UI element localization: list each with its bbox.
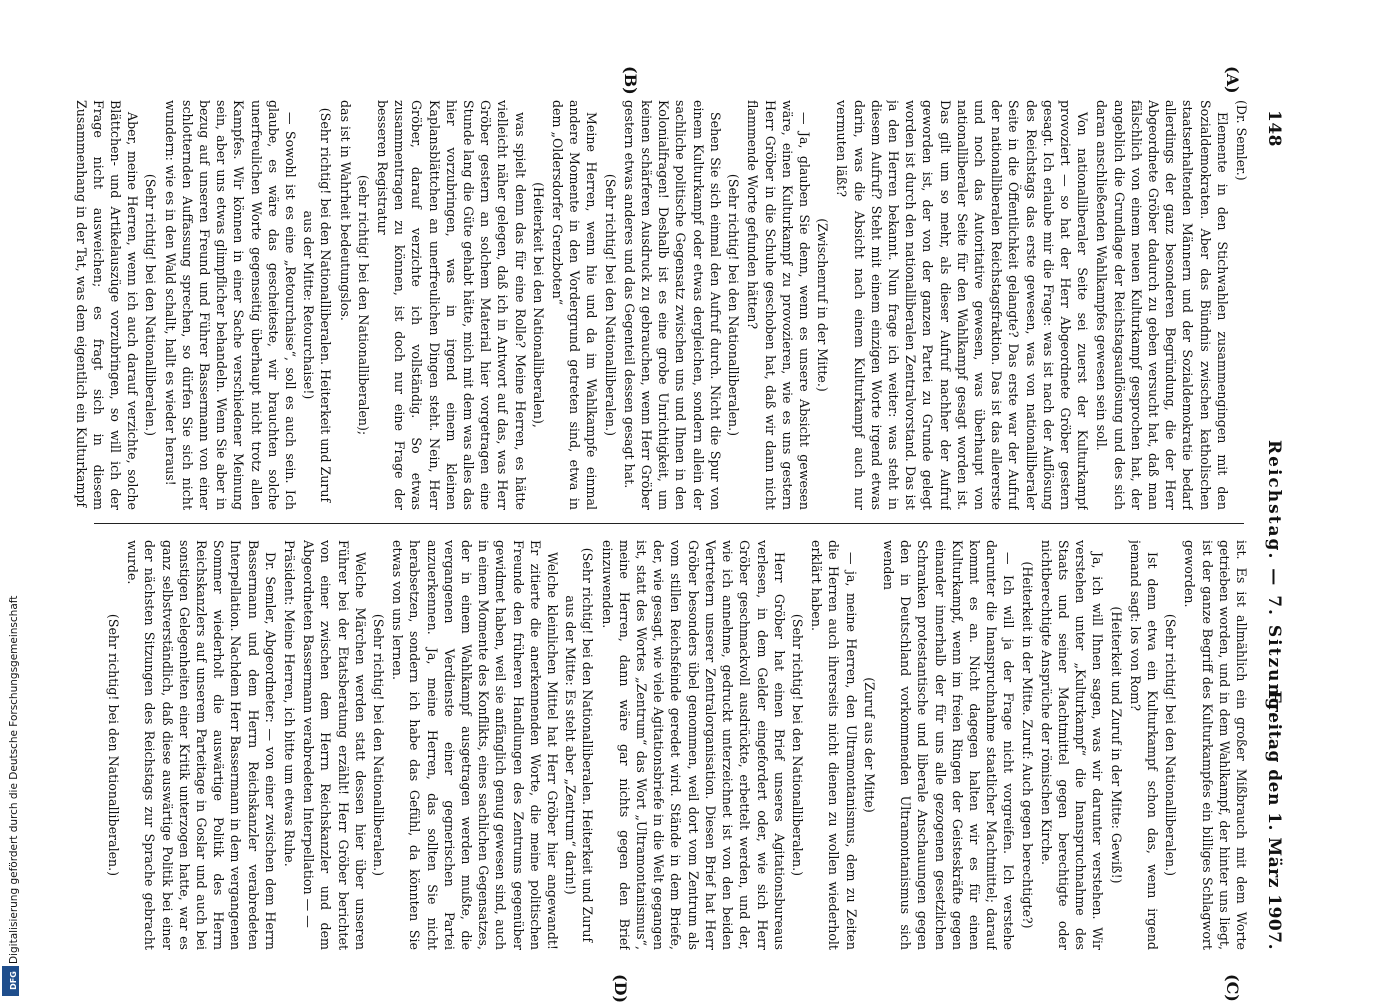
page-header	[1258, 110, 1284, 950]
page-number: 148	[1264, 110, 1284, 147]
interjection-note: (Sehr richtig! bei den Nationalliberalen.)	[602, 173, 618, 437]
interjection-note: (Sehr richtig! bei den Nationalliberalen.)	[1163, 613, 1179, 877]
interjection-note: (Sehr richtig! bei den Nationalliberalen.)	[371, 613, 387, 877]
rotated-page	[0, 60, 1290, 1003]
left-column	[20, 100, 1250, 510]
dfg-logo-text: DFG	[8, 971, 18, 990]
page-date: Freitag den 1. März 1907.	[1264, 690, 1284, 950]
interjection-note: (sehr richtig! bei den Nationalliberalen);	[355, 174, 371, 436]
interjection-note: (Zuruf aus der Mitte)	[861, 677, 877, 813]
margin-marker-a: (A)	[1223, 66, 1242, 94]
interjection-note: (Sehr richtig! bei den Nationalliberalen. Heiterkeit und Zuruf aus der Mitte: Retourchaise!)	[301, 107, 334, 503]
page-title: Reichstag. — 7. Sitzung.	[1264, 440, 1284, 720]
paragraph: — Ja, glauben Sie denn, wenn es unsere Absicht gewesen wäre, einen Kulturkampf zu provozieren, wie es uns gestern Herr Gröber in die Schuhe geschoben hat, daß wir dann nicht flammende Worte gefunden hätten?	[745, 100, 812, 510]
paragraph: Dr. Semler, Abgeordneter: — von einer zwischen dem Herrn Bassermann und dem Herrn Reichskanzler verabredeten Interpellation. Nachdem Herr Bassermann in dem vergangenen Sommer wiederholt die auswärtige Politik des Herrn Reichskanzlers auf unserem Parteitage in Goslar und auch bei sonstigen Gelegenheiten einer Kritik unterzogen hatte, war es ganz selbstverständlich, daß diese auswärtige Politik bei einer der nächsten Sitzungen des Reichstags zur Sprache gebracht wurde.	[125, 540, 278, 950]
margin-marker-c: (C)	[1223, 974, 1242, 1002]
paragraph: Von nationalliberaler Seite sei zuerst der Kulturkampf provoziert — so hat der Herr Abgeordnete Gröber gestern gesagt. Ich erlaube mir die Frage: was ist nach der Auflösung des Reichstags das erste gewesen, was von nationalliberaler Seite in die Öffentlichkeit gelangte? Das erste war der Aufruf der nationalliberalen Reichstagsfraktion. Das ist das allererste und noch das Autoritative gewesen, was überhaupt von nationalliberaler Seite für den Wahlkampf gesagt worden ist. Das gilt um so mehr, als dieser Aufruf nachher der Aufruf geworden ist, der von der ganzen Partei zu Grunde gelegt worden ist durch den nationalliberalen Zentralvorstand. Das ist ja den Herren bekannt. Nun frage ich weiter: was steht in diesem Aufruf? Steht mit einem einzigen Worte irgend etwas darin, was die Absicht nach einem Kulturkampf auch nur vermuten läßt?	[834, 100, 1091, 510]
paragraph: ist. Es ist allmählich ein großer Mißbrauch mit dem Worte getrieben worden, und in dem Wahlkampf, der hinter uns liegt, ist der ganze Begriff des Kulturkampfes ein billiges Schlagwort geworden.	[1182, 540, 1249, 950]
paragraph: — Sowohl ist es eine „Retourchaise“, soll es auch sein. Ich glaube, es wäre das gescheiteste, wir brauchten solche unerfreulichen Worte gegenseitig überhaupt nicht trotz allen Kampfes. Wir können in einer Sache verschiedener Meinung sein, aber uns etwas glimpflicher behandeln. Wenn Sie aber in bezug auf unseren Freund und Führer Bassermann von einer schlotternden Auffassung sprechen, so dürfen Sie sich nicht wundern: wie es in den Wald schallt, hallt es wieder heraus!	[162, 100, 299, 510]
interjection-note: (Heiterkeit in der Mitte. Zuruf: Auch gegen berechtigte?)	[1019, 561, 1035, 929]
footer	[2, 595, 26, 996]
speaker-label: Präsident: Meine Herren, ich bitte um etwas Ruhe.	[282, 540, 298, 867]
interjection-note: (Sehr richtig! bei den Nationalliberalen.)	[106, 613, 121, 877]
margin-marker-b: (B)	[621, 66, 640, 95]
paragraph: Welche Märchen werden statt dessen hier über unseren Führer bei der Etatsberatung erzählt! Herr Gröber berichtet von einer zwischen dem Herrn Reichskanzler und dem Abgeordneten Bassermann verabredeten Interpellation — —	[301, 540, 368, 950]
interjection-note: (Zwischenruf in der Mitte.)	[815, 218, 831, 392]
paragraph: — ja, meine Herren, den Ultramontanismus, dem zu Zeiten die Herren auch ihrerseits nicht dienen zu wollen wiederholt erklärt haben.	[809, 540, 859, 950]
right-column	[20, 540, 1250, 950]
paragraph: Meine Herren, wenn hie und da im Wahlkampfe einmal andere Momente in den Vordergrund getreten sind, etwa in dem „Oldersdorfer Grenzboten“	[550, 100, 600, 510]
paragraph: — Ich will ja der Frage nicht vorgreifen. Ich verstehe darunter die Inanspruchnahme staatlicher Machtmittel; darauf kommt es an. Nicht dagegen halten wir es für einen Kulturkampf, wenn im freien Ringen der Geisteskräfte gegen einander innerhalb der für uns alle gezogenen gesetzlichen Schranken protestantische und liberale Anschauungen gegen den in Deutschland vorkommenden Ultramontanismus sich wenden	[880, 540, 1017, 950]
paragraph: was spielt denn das für eine Rolle? Meine Herren, es hätte vielleicht näher gelegen, daß ich in Antwort auf das, was Herr Gröber gestern an solchem Material hier vorgetragen eine Stunde lang die Güte gehabt hätte, mich mit dem was alles das hier vorzubringen, was in irgend einem kleinen Kaplansblättchen an unerfreulichen Dingen steht. Nein, Herr Gröber, darauf verzichte ich vollständig. So etwas zusammentragen zu können, ist doch nur eine Frage der besseren Registratur	[375, 100, 528, 510]
interjection-note: (Sehr richtig! bei den Nationalliberalen.)	[789, 613, 805, 877]
interjection-note: (Sehr richtig! bei den Nationalliberalen. Heiterkeit und Zuruf aus der Mitte: Es steht aber „Zentrum“ darin!)	[563, 547, 596, 943]
margin-marker-d: (D)	[611, 974, 630, 1003]
interjection-note: (Sehr richtig! bei den Nationalliberalen.)	[143, 173, 159, 437]
paragraph: Sehen Sie sich einmal den Aufruf durch. Nicht die Spur von einem Kulturkampf oder etwas dergleichen, sondern allein der sachliche politische Gegensatz zwischen uns und Ihnen in den Kolonialfragen! Deshalb ist es eine grobe Unrichtigkeit, um keinen schärferen Ausdruck zu gebrauchen, wenn Herr Gröber gestern etwas anderes und das Gegenteil dessen gesagt hat.	[621, 100, 723, 510]
paragraph: Ist denn etwa ein Kulturkampf schon das, wenn irgend jemand sagt: los von Rom?	[1127, 540, 1160, 950]
paragraph: Ja, ich will Ihnen sagen, was wir darunter verstehen. Wir verstehen unter „Kulturkampf“ die Inanspruchnahme des Staats und seiner Machtmittel gegen berechtigte oder nichtberechtigte Ansprüche der römischen Kirche.	[1038, 540, 1106, 950]
interjection-note: (Heiterkeit und Zuruf in der Mitte: Gewiß!)	[1108, 606, 1124, 884]
interjection-note: (Heiterkeit bei den Nationalliberalen),	[530, 182, 546, 428]
paragraph: Herr Gröber hat einen Brief unseres Agitationsbureaus verlesen, in dem Gelder eingefordert oder, wie sich Herr Gröber geschmackvoll ausdrückte, erbettelt werden, und der, wie ich annehme, gedruckt unterzeichnet ist von den beiden Vertretern unserer Zentralorganisation. Diesen Brief hat Herr Gröber besonders übel genommen, weil dort vom Zentrum als vom stillen Reichsfeinde geredet wird. Stände in dem Briefe, der, wie gesagt, wie viele Agitationsbriefe in die Welt gegangen ist, statt des Wortes „Zentrum“ das Wort „Ultramontanismus“, meine Herren, dann wäre gar nichts gegen den Brief einzuwenden.	[599, 540, 787, 950]
speaker-label: (Dr. Semler.)	[1234, 100, 1249, 181]
paragraph: Welche kleinlichen Mittel hat Herr Gröber hier angewandt! Er zitierte die anerkennenden Worte, die meine politischen Freunde den früheren Handlungen des Zentrums gegenüber gewidmet haben, weil sie anfänglich genug gewesen sind, auch in einem Momente des Konflikts, eines sachlichen Gegensatzes, der in einem Wahlkampf ausgetragen werden mußte, die vergangenen Verdienste einer gegnerischen Partei anzuerkennen. Ja, meine Herren, das sollten Sie nicht herabsetzen, sondern ich habe das Gefühl, da könnten Sie etwas von uns lernen.	[390, 540, 561, 950]
paragraph: Elemente in den Stichwahlen zusammengingen mit den Sozialdemokraten. Aber das Bündnis zwischen katholischen staatserhaltenden Männern und der Sozialdemokratie bedarf allerdings der ganz besonderen Begründung, die der Herr Abgeordnete Gröber dadurch zu geben versucht hat, daß man fälschlich von einem neuen Kulturkampf gesprochen hat, der angeblich die Grundlage der Reichstagsauflösung und des sich daran anschließenden Wahlkampfes gewesen sein soll.	[1094, 100, 1230, 510]
dfg-logo	[2, 966, 19, 996]
paragraph: Aber, meine Herren, wenn ich auch darauf verzichte, solche Blättchen- und Artikelauszüge vorzubringen, so will ich der Frage nicht ausweichen; es fragt sich in diesem Zusammenhang in der Tat, was dem eigentlich ein Kulturkampf	[73, 100, 141, 510]
paragraph: das ist in Wahrheit bedeutungslos.	[337, 100, 353, 321]
column-divider	[94, 523, 1244, 524]
interjection-note: (Sehr richtig! bei den Nationalliberalen.)	[726, 173, 742, 437]
footer-credit: Digitalisierung gefördert durch die Deutsche Forschungsgemeinschaft	[8, 595, 20, 964]
